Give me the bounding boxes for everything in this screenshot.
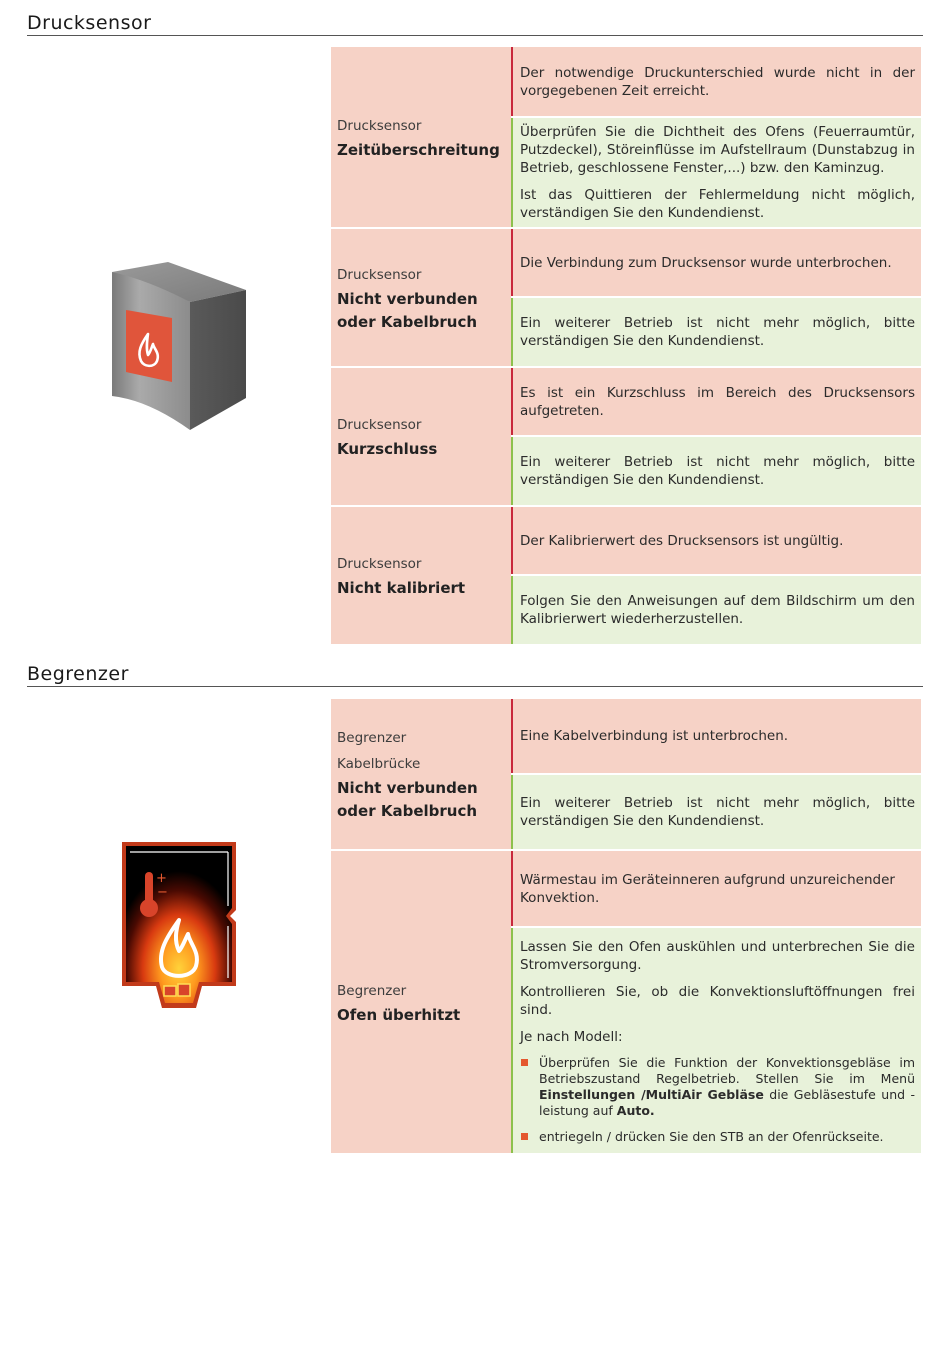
cause-text: Wärmestau im Geräteinneren aufgrund unzureichender Konvektion. <box>520 871 895 906</box>
remedy-text: Überprüfen Sie die Dichtheit des Ofens (Feuerraumtür, Putzdeckel), Störeinflüsse im Aufstellraum (Dunstabzug in Betrieb, geschlossene Fenster,...) bzw. den Kaminzug. <box>520 124 915 176</box>
remedy-text: Lassen Sie den Ofen auskühlen und unterbrechen Sie die Stromversorgung. <box>520 939 915 973</box>
table-row <box>331 229 921 368</box>
cause-cell <box>511 229 921 296</box>
section-title-begrenzer: Begrenzer <box>27 663 129 685</box>
error-category: Drucksensor <box>337 556 422 572</box>
error-title: Zeitüberschreitung <box>337 140 500 159</box>
error-table-drucksensor <box>331 47 921 644</box>
error-title: Kurzschluss <box>337 440 438 458</box>
error-table-begrenzer <box>331 699 921 1153</box>
error-category: Drucksensor <box>337 117 422 134</box>
table-row <box>331 699 921 851</box>
pressure-sensor-illustration <box>108 260 250 432</box>
error-category: Begrenzer <box>337 730 407 746</box>
list-item: entriegeln / drücken Sie den STB an der Ofenrückseite. <box>520 1129 915 1145</box>
remedy-text: Kontrollieren Sie, ob die Konvektionsluftöffnungen frei sind. <box>520 984 915 1018</box>
error-category: Drucksensor <box>337 417 422 433</box>
svg-text:−: − <box>157 885 168 900</box>
remedy-cell <box>511 118 921 227</box>
remedy-cell <box>511 298 921 366</box>
cause-cell <box>511 368 921 435</box>
remedy-text: Ein weiterer Betrieb ist nicht mehr möglich, bitte verständigen Sie den Kundendienst. <box>520 315 915 349</box>
remedy-bullet-list <box>520 1055 915 1145</box>
remedy-cell <box>511 437 921 505</box>
section-divider <box>27 686 923 687</box>
error-subcategory: Kabelbrücke <box>337 756 421 772</box>
remedy-cell <box>511 775 921 849</box>
cause-text: Eine Kabelverbindung ist unterbrochen. <box>520 728 789 744</box>
error-title: Nicht verbunden oder Kabelbruch <box>337 779 478 820</box>
cause-text: Der notwendige Druckunterschied wurde nicht in der vorgegebenen Zeit erreicht. <box>520 64 915 99</box>
remedy-text: Ist das Quittieren der Fehlermeldung nicht möglich, verständigen Sie den Kundendienst. <box>520 187 915 221</box>
list-item: Überprüfen Sie die Funktion der Konvektionsgebläse im Betriebszustand Regelbetrieb. Stellen Sie im Menü Einstellungen /MultiAir Gebläse die Gebläsestufe und -leistung auf Auto. <box>520 1055 915 1119</box>
remedy-text: Ein weiterer Betrieb ist nicht mehr möglich, bitte verständigen Sie den Kundendienst. <box>520 795 915 829</box>
remedy-text: Folgen Sie den Anweisungen auf dem Bildschirm um den Kalibrierwert wiederherzustellen. <box>520 593 915 627</box>
remedy-text: Ein weiterer Betrieb ist nicht mehr möglich, bitte verständigen Sie den Kundendienst. <box>520 454 915 488</box>
section-title-drucksensor: Drucksensor <box>27 12 152 34</box>
table-row <box>331 368 921 507</box>
remedy-text: Je nach Modell: <box>520 1029 623 1045</box>
remedy-cell <box>511 576 921 644</box>
table-row <box>331 47 921 229</box>
cause-cell <box>511 699 921 773</box>
bullet-square-icon <box>521 1059 528 1066</box>
error-title: Nicht kalibriert <box>337 579 466 597</box>
cause-text: Es ist ein Kurzschluss im Bereich des Drucksensors aufgetreten. <box>520 384 915 419</box>
svg-text:+: + <box>156 871 167 886</box>
remedy-cell <box>511 928 921 1153</box>
error-category: Drucksensor <box>337 266 422 283</box>
error-title: Ofen überhitzt <box>337 1005 461 1024</box>
error-title: Nicht verbunden oder Kabelbruch <box>337 289 478 331</box>
table-row <box>331 507 921 644</box>
bullet-square-icon <box>521 1133 528 1140</box>
cause-text: Die Verbindung zum Drucksensor wurde unterbrochen. <box>520 254 892 271</box>
section-divider <box>27 35 923 36</box>
error-category: Begrenzer <box>337 982 407 999</box>
cause-cell <box>511 507 921 574</box>
table-row <box>331 851 921 1153</box>
cause-cell <box>511 47 921 116</box>
overheated-stove-illustration <box>120 840 238 1012</box>
cause-text: Der Kalibrierwert des Drucksensors ist ungültig. <box>520 532 844 549</box>
cause-cell <box>511 851 921 926</box>
